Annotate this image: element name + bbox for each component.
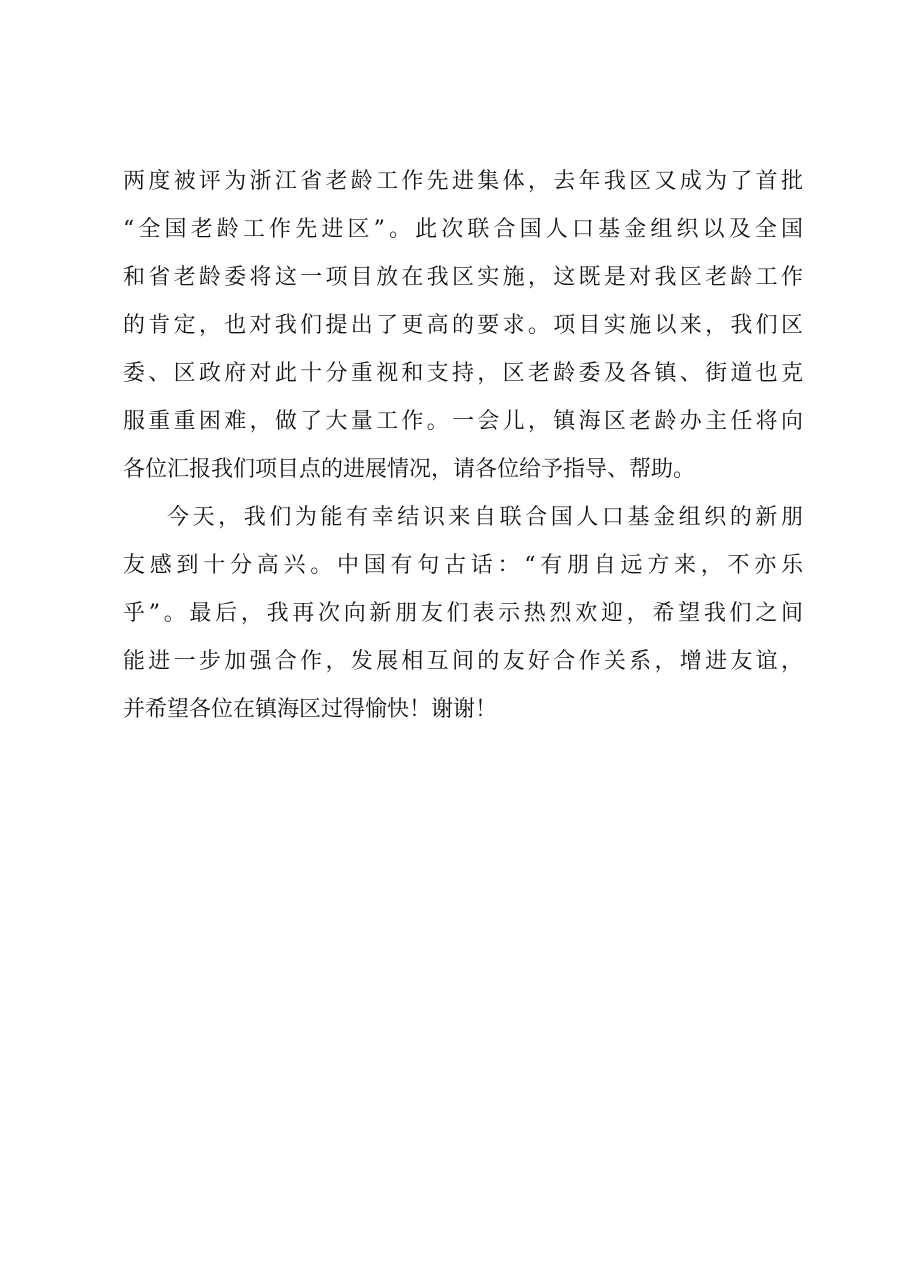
paragraph-line: 并希望各位在镇海区过得愉快！谢谢！	[123, 697, 498, 722]
paragraph-line: 的肯定，也对我们提出了更高的要求。项目实施以来，我们区	[123, 313, 803, 338]
paragraph-line: 委、区政府对此十分重视和支持，区老龄委及各镇、街道也克	[123, 361, 803, 386]
paragraph-line: “全国老龄工作先进区”。此次联合国人口基金组织以及全国	[123, 217, 803, 242]
paragraph-line: 能进一步加强合作，发展相互间的友好合作关系，增进友谊，	[123, 649, 803, 674]
paragraph-2	[123, 494, 803, 734]
paragraph-line: 和省老龄委将这一项目放在我区实施，这既是对我区老龄工作	[123, 265, 803, 290]
paragraph-line: 各位汇报我们项目点的进展情况，请各位给予指导、帮助。	[123, 457, 696, 482]
paragraph-line: 服重重困难，做了大量工作。一会儿，镇海区老龄办主任将向	[123, 409, 803, 434]
paragraph-1	[123, 158, 803, 494]
paragraph-line: 今天，我们为能有幸结识来自联合国人口基金组织的新朋	[167, 505, 803, 530]
document-body	[123, 158, 803, 734]
paragraph-line: 乎”。最后，我再次向新朋友们表示热烈欢迎，希望我们之间	[123, 601, 803, 626]
paragraph-line: 两度被评为浙江省老龄工作先进集体，去年我区又成为了首批	[123, 169, 803, 194]
paragraph-line: 友感到十分高兴。中国有句古话：“有朋自远方来，不亦乐	[123, 553, 803, 578]
